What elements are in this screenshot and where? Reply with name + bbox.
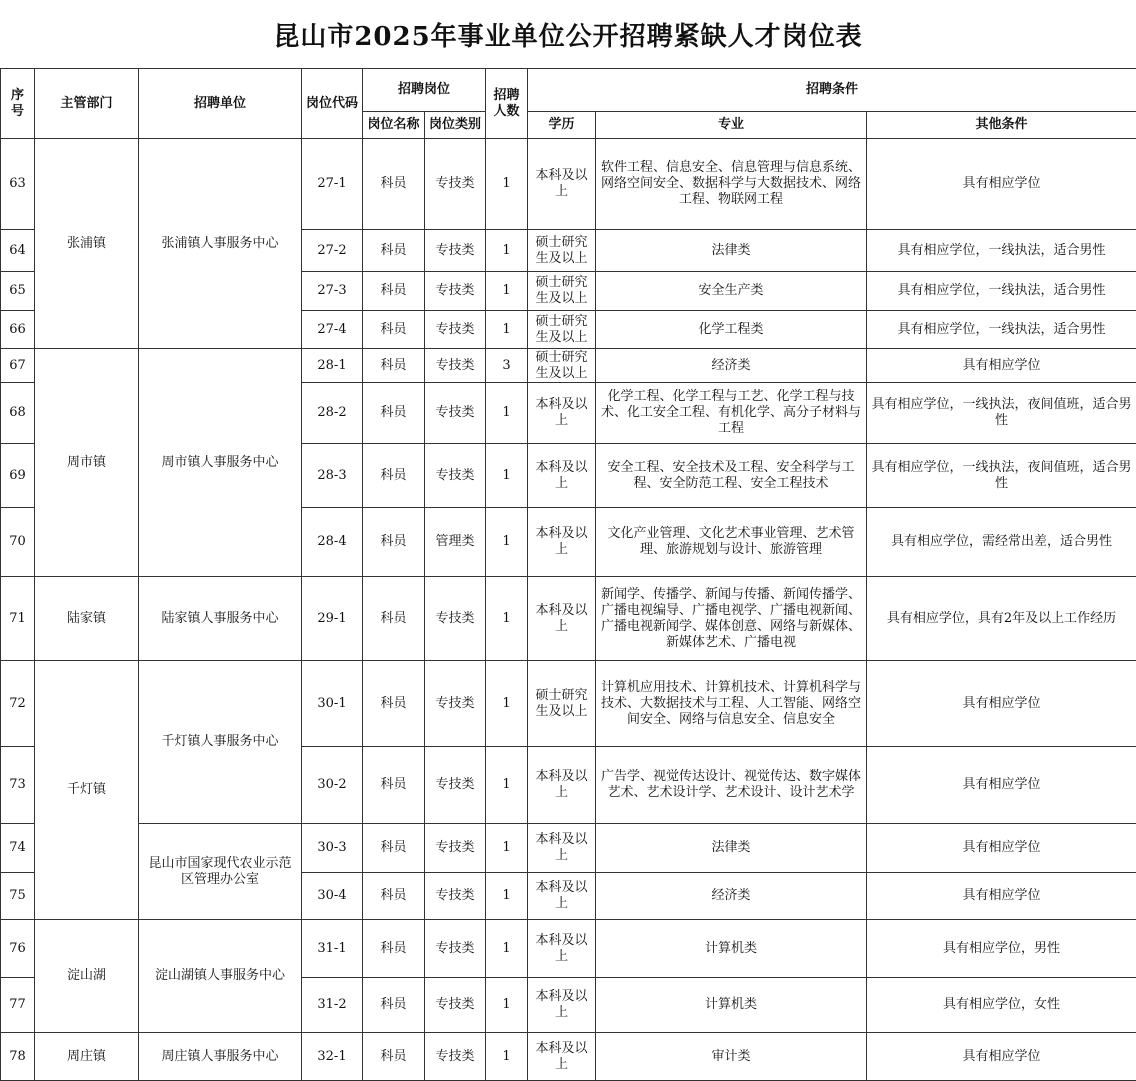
other-cell: 具有相应学位 [867, 747, 1136, 824]
edu-cell: 本科及以上 [528, 978, 596, 1033]
post-type-cell: 专技类 [425, 230, 486, 272]
edu-cell: 硕士研究生及以上 [528, 349, 596, 383]
code-cell: 31-2 [302, 978, 363, 1033]
code-cell: 27-2 [302, 230, 363, 272]
major-cell: 法律类 [596, 824, 867, 873]
code-cell: 27-3 [302, 272, 363, 311]
count-cell: 1 [486, 747, 528, 824]
seq-cell: 65 [1, 272, 35, 311]
dept-cell: 陆家镇 [35, 577, 139, 661]
count-cell: 1 [486, 824, 528, 873]
header-code: 岗位代码 [302, 69, 363, 139]
post-type-cell: 专技类 [425, 1033, 486, 1081]
count-cell: 3 [486, 349, 528, 383]
table-row [1, 349, 1136, 383]
post-type-cell: 专技类 [425, 824, 486, 873]
table-row [1, 139, 1136, 230]
unit-cell: 张浦镇人事服务中心 [139, 139, 302, 349]
code-cell: 28-3 [302, 444, 363, 508]
major-cell: 文化产业管理、文化艺术事业管理、艺术管理、旅游规划与设计、旅游管理 [596, 508, 867, 577]
other-cell: 具有相应学位，一线执法，夜间值班，适合男性 [867, 444, 1136, 508]
code-cell: 30-4 [302, 873, 363, 920]
major-cell: 计算机类 [596, 920, 867, 978]
post-name-cell: 科员 [363, 661, 425, 747]
code-cell: 28-1 [302, 349, 363, 383]
seq-cell: 72 [1, 661, 35, 747]
count-cell: 1 [486, 230, 528, 272]
post-name-cell: 科员 [363, 139, 425, 230]
seq-cell: 64 [1, 230, 35, 272]
major-cell: 法律类 [596, 230, 867, 272]
post-name-cell: 科员 [363, 873, 425, 920]
code-cell: 28-2 [302, 383, 363, 444]
other-cell: 具有相应学位 [867, 661, 1136, 747]
major-cell: 计算机应用技术、计算机技术、计算机科学与技术、大数据技术与工程、人工智能、网络空间安全、网络与信息安全、信息安全 [596, 661, 867, 747]
dept-cell: 淀山湖 [35, 920, 139, 1033]
header-post: 招聘岗位 [363, 69, 486, 112]
count-cell: 1 [486, 139, 528, 230]
edu-cell: 本科及以上 [528, 508, 596, 577]
edu-cell: 硕士研究生及以上 [528, 661, 596, 747]
edu-cell: 硕士研究生及以上 [528, 311, 596, 349]
header-post-type: 岗位类别 [425, 112, 486, 139]
count-cell: 1 [486, 873, 528, 920]
other-cell: 具有相应学位，男性 [867, 920, 1136, 978]
major-cell: 软件工程、信息安全、信息管理与信息系统、网络空间安全、数据科学与大数据技术、网络工程、物联网工程 [596, 139, 867, 230]
post-name-cell: 科员 [363, 747, 425, 824]
other-cell: 具有相应学位 [867, 139, 1136, 230]
post-type-cell: 专技类 [425, 311, 486, 349]
edu-cell: 本科及以上 [528, 577, 596, 661]
post-name-cell: 科员 [363, 349, 425, 383]
post-type-cell: 专技类 [425, 577, 486, 661]
code-cell: 30-1 [302, 661, 363, 747]
edu-cell: 本科及以上 [528, 1033, 596, 1081]
code-cell: 27-4 [302, 311, 363, 349]
unit-cell: 千灯镇人事服务中心 [139, 661, 302, 824]
code-cell: 30-2 [302, 747, 363, 824]
edu-cell: 本科及以上 [528, 383, 596, 444]
header-major: 专业 [596, 112, 867, 139]
unit-cell: 周市镇人事服务中心 [139, 349, 302, 577]
code-cell: 32-1 [302, 1033, 363, 1081]
table-row [1, 577, 1136, 661]
edu-cell: 本科及以上 [528, 824, 596, 873]
unit-cell: 淀山湖镇人事服务中心 [139, 920, 302, 1033]
header-dept: 主管部门 [35, 69, 139, 139]
unit-cell: 周庄镇人事服务中心 [139, 1033, 302, 1081]
post-type-cell: 专技类 [425, 920, 486, 978]
code-cell: 31-1 [302, 920, 363, 978]
other-cell: 具有相应学位，一线执法，适合男性 [867, 230, 1136, 272]
post-type-cell: 专技类 [425, 978, 486, 1033]
unit-cell: 陆家镇人事服务中心 [139, 577, 302, 661]
count-cell: 1 [486, 383, 528, 444]
header-edu: 学历 [528, 112, 596, 139]
seq-cell: 70 [1, 508, 35, 577]
post-name-cell: 科员 [363, 508, 425, 577]
edu-cell: 本科及以上 [528, 444, 596, 508]
post-type-cell: 专技类 [425, 272, 486, 311]
table-row [1, 920, 1136, 978]
page-title: 昆山市2025年事业单位公开招聘紧缺人才岗位表 [0, 0, 1136, 68]
other-cell: 具有相应学位，需经常出差，适合男性 [867, 508, 1136, 577]
seq-cell: 67 [1, 349, 35, 383]
dept-cell: 周庄镇 [35, 1033, 139, 1081]
count-cell: 1 [486, 444, 528, 508]
edu-cell: 本科及以上 [528, 920, 596, 978]
edu-cell: 本科及以上 [528, 139, 596, 230]
post-name-cell: 科员 [363, 824, 425, 873]
edu-cell: 本科及以上 [528, 873, 596, 920]
header-seq: 序号 [1, 69, 35, 139]
other-cell: 具有相应学位，女性 [867, 978, 1136, 1033]
post-type-cell: 专技类 [425, 873, 486, 920]
major-cell: 安全工程、安全技术及工程、安全科学与工程、安全防范工程、安全工程技术 [596, 444, 867, 508]
post-name-cell: 科员 [363, 978, 425, 1033]
count-cell: 1 [486, 920, 528, 978]
seq-cell: 76 [1, 920, 35, 978]
post-type-cell: 专技类 [425, 444, 486, 508]
count-cell: 1 [486, 661, 528, 747]
dept-cell: 张浦镇 [35, 139, 139, 349]
major-cell: 经济类 [596, 349, 867, 383]
header-unit: 招聘单位 [139, 69, 302, 139]
seq-cell: 74 [1, 824, 35, 873]
post-name-cell: 科员 [363, 920, 425, 978]
post-name-cell: 科员 [363, 444, 425, 508]
major-cell: 新闻学、传播学、新闻与传播、新闻传播学、广播电视编导、广播电视学、广播电视新闻、广播电视新闻学、媒体创意、网络与新媒体、新媒体艺术、广播电视 [596, 577, 867, 661]
other-cell: 具有相应学位，一线执法，适合男性 [867, 272, 1136, 311]
major-cell: 审计类 [596, 1033, 867, 1081]
count-cell: 1 [486, 272, 528, 311]
dept-cell: 千灯镇 [35, 661, 139, 920]
table-body [1, 139, 1136, 1081]
edu-cell: 本科及以上 [528, 747, 596, 824]
major-cell: 经济类 [596, 873, 867, 920]
code-cell: 27-1 [302, 139, 363, 230]
other-cell: 具有相应学位 [867, 1033, 1136, 1081]
post-name-cell: 科员 [363, 311, 425, 349]
seq-cell: 69 [1, 444, 35, 508]
seq-cell: 68 [1, 383, 35, 444]
edu-cell: 硕士研究生及以上 [528, 272, 596, 311]
seq-cell: 63 [1, 139, 35, 230]
count-cell: 1 [486, 978, 528, 1033]
seq-cell: 66 [1, 311, 35, 349]
other-cell: 具有相应学位 [867, 349, 1136, 383]
seq-cell: 75 [1, 873, 35, 920]
code-cell: 29-1 [302, 577, 363, 661]
major-cell: 广告学、视觉传达设计、视觉传达、数字媒体艺术、艺术设计学、艺术设计、设计艺术学 [596, 747, 867, 824]
job-table [0, 68, 1136, 1081]
post-name-cell: 科员 [363, 272, 425, 311]
header-conditions: 招聘条件 [528, 69, 1136, 112]
seq-cell: 78 [1, 1033, 35, 1081]
count-cell: 1 [486, 508, 528, 577]
dept-cell: 周市镇 [35, 349, 139, 577]
code-cell: 30-3 [302, 824, 363, 873]
edu-cell: 硕士研究生及以上 [528, 230, 596, 272]
other-cell: 具有相应学位 [867, 824, 1136, 873]
seq-cell: 77 [1, 978, 35, 1033]
count-cell: 1 [486, 577, 528, 661]
other-cell: 具有相应学位 [867, 873, 1136, 920]
table-row [1, 1033, 1136, 1081]
table-header [1, 69, 1136, 139]
major-cell: 计算机类 [596, 978, 867, 1033]
post-type-cell: 专技类 [425, 661, 486, 747]
seq-cell: 71 [1, 577, 35, 661]
post-type-cell: 专技类 [425, 139, 486, 230]
major-cell: 安全生产类 [596, 272, 867, 311]
header-count: 招聘人数 [486, 69, 528, 139]
unit-cell: 昆山市国家现代农业示范区管理办公室 [139, 824, 302, 920]
other-cell: 具有相应学位，一线执法，夜间值班，适合男性 [867, 383, 1136, 444]
post-name-cell: 科员 [363, 1033, 425, 1081]
major-cell: 化学工程类 [596, 311, 867, 349]
post-name-cell: 科员 [363, 577, 425, 661]
post-type-cell: 管理类 [425, 508, 486, 577]
post-type-cell: 专技类 [425, 383, 486, 444]
count-cell: 1 [486, 311, 528, 349]
table-row [1, 824, 1136, 873]
other-cell: 具有相应学位，一线执法，适合男性 [867, 311, 1136, 349]
post-type-cell: 专技类 [425, 747, 486, 824]
table-row [1, 661, 1136, 747]
post-name-cell: 科员 [363, 383, 425, 444]
code-cell: 28-4 [302, 508, 363, 577]
header-other: 其他条件 [867, 112, 1136, 139]
major-cell: 化学工程、化学工程与工艺、化学工程与技术、化工安全工程、有机化学、高分子材料与工程 [596, 383, 867, 444]
header-post-name: 岗位名称 [363, 112, 425, 139]
seq-cell: 73 [1, 747, 35, 824]
post-name-cell: 科员 [363, 230, 425, 272]
count-cell: 1 [486, 1033, 528, 1081]
post-type-cell: 专技类 [425, 349, 486, 383]
other-cell: 具有相应学位，具有2年及以上工作经历 [867, 577, 1136, 661]
